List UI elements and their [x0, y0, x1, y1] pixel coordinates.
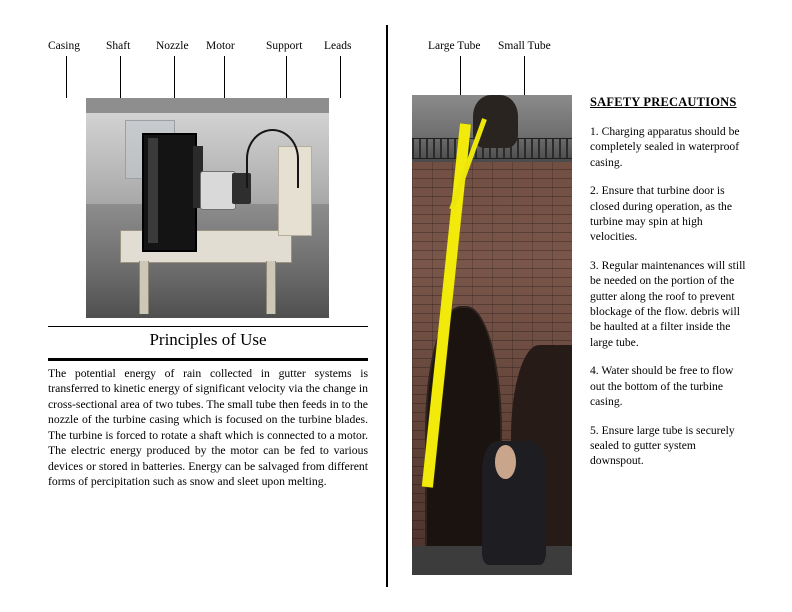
leader-line-nozzle	[174, 56, 175, 98]
safety-item: 2. Ensure that turbine door is closed during operation, as the turbine may spin at high velocities.	[590, 184, 732, 244]
safety-item: 3. Regular maintenances will still be needed on the portion of the gutter along the roof to prevent blockage of the flow. debris will be haulted at a filter inside the large tube.	[590, 258, 746, 349]
callout-support: Support	[266, 40, 303, 52]
callout-shaft: Shaft	[106, 40, 131, 52]
principles-rule-bottom	[48, 358, 368, 361]
leader-line-leads	[340, 56, 341, 98]
turbine-assembly-photo	[86, 98, 329, 318]
callout-casing: Casing	[48, 40, 80, 52]
photo-wall-stripe	[86, 98, 329, 113]
photo-casing-highlight	[148, 138, 158, 244]
photo-table-leg-left	[139, 261, 149, 314]
photo-leads-cable	[246, 129, 299, 188]
building-downspout-photo	[412, 95, 572, 575]
leader-line-support	[286, 56, 287, 98]
photo-table-leg-right	[266, 261, 276, 314]
principles-title: Principles of Use	[149, 330, 267, 349]
safety-precautions-section	[590, 95, 750, 482]
right-callout-labels	[412, 40, 632, 78]
leader-line-shaft	[120, 56, 121, 98]
vertical-divider	[386, 25, 388, 587]
safety-item: 5. Ensure large tube is securely sealed to gutter system downspout.	[590, 423, 735, 468]
leader-line-motor	[224, 56, 225, 98]
callout-nozzle: Nozzle	[156, 40, 189, 52]
callout-motor: Motor	[206, 40, 235, 52]
callout-leads: Leads	[324, 40, 352, 52]
left-panel	[48, 40, 368, 489]
leader-line-large-tube	[460, 56, 461, 96]
photo-person-face	[495, 445, 516, 479]
safety-precautions-title: SAFETY PRECAUTIONS	[590, 95, 737, 109]
safety-item: 4. Water should be free to flow out the bottom of the turbine casing.	[590, 364, 734, 409]
leader-line-casing	[66, 56, 67, 98]
photo-motor	[200, 171, 236, 210]
right-panel	[412, 40, 752, 560]
leader-line-small-tube	[524, 56, 525, 96]
principles-body-text: The potential energy of rain collected in gutter systems is transferred to kinetic energy of significant velocity via the change in cross-sectional area of two tubes. The small tube then feeds in to the nozzle of the turbine casing which is focused on the turbine blades. The turbine is forced to rotate a shaft which is connected to a motor. The electric energy produced by the motor can be fed to various devices or stored in batteries. Energy can be salvaged from different forms of percipitation such as snow and sleet upon melting.	[48, 367, 368, 489]
principles-rule-top	[48, 326, 368, 327]
safety-item: 1. Charging apparatus should be completely sealed in waterproof casing.	[590, 125, 740, 169]
left-callout-labels	[48, 40, 368, 78]
callout-large-tube: Large Tube	[428, 40, 481, 52]
callout-small-tube: Small Tube	[498, 40, 551, 52]
